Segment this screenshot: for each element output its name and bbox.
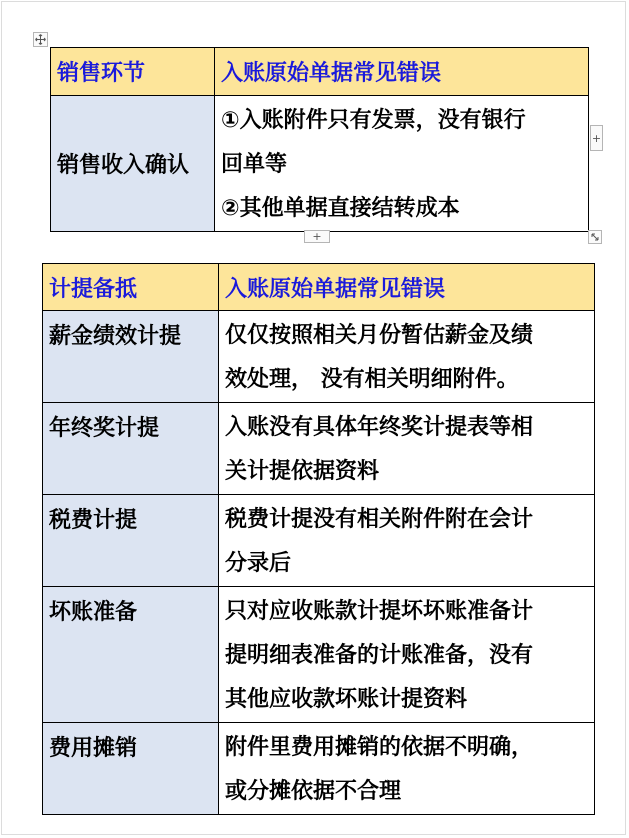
content-line: ①入账附件只有发票，没有银行 bbox=[221, 108, 526, 133]
plus-icon: + bbox=[591, 131, 602, 145]
content-line: 附件里费用摊销的依据不明确， bbox=[225, 735, 534, 760]
resize-icon bbox=[590, 232, 600, 242]
row-content bbox=[219, 311, 595, 403]
row-content bbox=[219, 495, 595, 587]
header-cell-errors: 入账原始单据常见错误 bbox=[219, 264, 595, 311]
plus-icon: + bbox=[312, 230, 322, 243]
table-row bbox=[51, 96, 589, 232]
move-icon bbox=[35, 34, 46, 45]
header-cell-stage: 销售环节 bbox=[51, 48, 215, 96]
row-label: 年终奖计提 bbox=[43, 403, 219, 495]
table-header-row bbox=[43, 264, 595, 311]
content-line: 提明细表准备的计账准备，没有 bbox=[225, 643, 534, 668]
content-line: ②其他单据直接结转成本 bbox=[221, 196, 460, 221]
table-row bbox=[43, 403, 595, 495]
table-row bbox=[43, 495, 595, 587]
add-column-button[interactable] bbox=[590, 125, 603, 151]
row-label: 费用摊销 bbox=[43, 723, 219, 815]
content-line: 回单等 bbox=[221, 152, 288, 177]
content-line: 税费计提没有相关附件附在会计 bbox=[225, 507, 534, 532]
content-line: 或分摊依据不合理 bbox=[225, 779, 402, 804]
content-line: 分录后 bbox=[225, 551, 292, 576]
accrual-errors-table bbox=[42, 263, 595, 815]
content-line: 效处理， 没有相关明细附件。 bbox=[225, 367, 519, 392]
row-label-sales-revenue: 销售收入确认 bbox=[51, 96, 215, 232]
table-move-handle[interactable] bbox=[33, 32, 48, 47]
header-cell-errors: 入账原始单据常见错误 bbox=[215, 48, 589, 96]
row-label: 薪金绩效计提 bbox=[43, 311, 219, 403]
content-line: 关计提依据资料 bbox=[225, 459, 380, 484]
content-line: 其他应收款坏账计提资料 bbox=[225, 687, 468, 712]
sales-errors-table bbox=[50, 47, 589, 232]
row-label: 税费计提 bbox=[43, 495, 219, 587]
header-cell-accrual: 计提备抵 bbox=[43, 264, 219, 311]
row-label: 坏账准备 bbox=[43, 587, 219, 723]
content-line: 仅仅按照相关月份暂估薪金及绩 bbox=[225, 323, 534, 348]
row-content bbox=[219, 723, 595, 815]
table-row bbox=[43, 311, 595, 403]
table-header-row bbox=[51, 48, 589, 96]
table-row bbox=[43, 587, 595, 723]
add-row-button[interactable] bbox=[304, 230, 330, 243]
content-line: 只对应收账款计提坏坏账准备计 bbox=[225, 599, 534, 624]
content-line: 入账没有具体年终奖计提表等相 bbox=[225, 415, 534, 440]
row-content-sales-revenue bbox=[215, 96, 589, 232]
row-content bbox=[219, 587, 595, 723]
table-row bbox=[43, 723, 595, 815]
row-content bbox=[219, 403, 595, 495]
table-resize-handle[interactable] bbox=[588, 230, 602, 244]
